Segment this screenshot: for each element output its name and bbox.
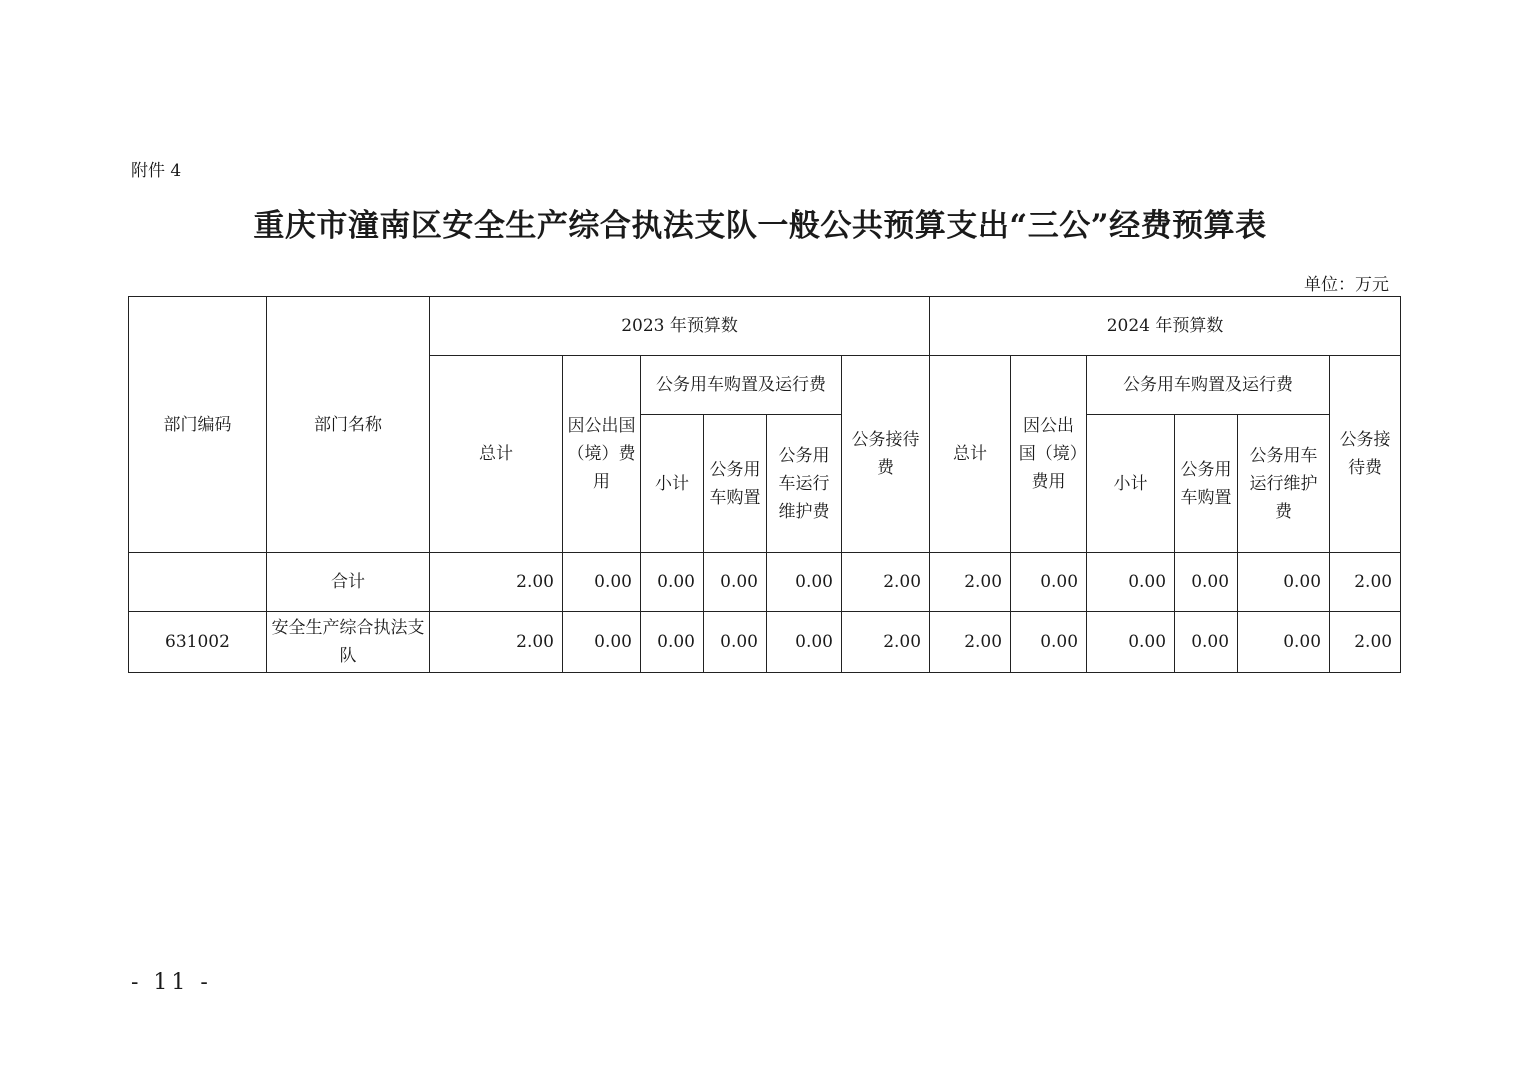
header-2024-abroad: 因公出国（境）费用	[1011, 356, 1087, 553]
row-name: 安全生产综合执法支队	[267, 612, 430, 673]
cell-2023-abroad: 0.00	[563, 612, 641, 673]
row-name: 合计	[267, 553, 430, 612]
cell-2024-subtotal: 0.00	[1087, 612, 1175, 673]
page-title: 重庆市潼南区安全生产综合执法支队一般公共预算支出“三公”经费预算表	[253, 208, 1267, 244]
header-2023-abroad: 因公出国（境）费用	[563, 356, 641, 553]
header-2024-reception: 公务接待费	[1330, 356, 1401, 553]
table-row-dept	[129, 612, 1401, 673]
cell-2023-vehicle-maintenance: 0.00	[767, 553, 842, 612]
cell-2023-vehicle-maintenance: 0.00	[767, 612, 842, 673]
header-2023-vehicle: 公务用车购置及运行费	[641, 356, 842, 415]
header-year-2024: 2024 年预算数	[930, 297, 1401, 356]
header-2023-subtotal: 小计	[641, 415, 704, 553]
header-2024-vehicle: 公务用车购置及运行费	[1087, 356, 1330, 415]
header-dept-name: 部门名称	[267, 297, 430, 553]
budget-table	[128, 296, 1401, 673]
cell-2023-vehicle-purchase: 0.00	[704, 612, 767, 673]
cell-2024-vehicle-maintenance: 0.00	[1238, 553, 1330, 612]
cell-2024-total: 2.00	[930, 553, 1011, 612]
cell-2023-vehicle-purchase: 0.00	[704, 553, 767, 612]
header-2023-reception: 公务接待费	[842, 356, 930, 553]
cell-2023-reception: 2.00	[842, 612, 930, 673]
header-2024-vehicle-purchase: 公务用车购置	[1175, 415, 1238, 553]
cell-2023-total: 2.00	[430, 612, 563, 673]
header-2023-total: 总计	[430, 356, 563, 553]
cell-2023-reception: 2.00	[842, 553, 930, 612]
cell-2024-vehicle-maintenance: 0.00	[1238, 612, 1330, 673]
page-number: - 11 -	[131, 970, 212, 995]
attachment-label: 附件 4	[131, 161, 182, 181]
cell-2024-reception: 2.00	[1330, 612, 1401, 673]
cell-2024-vehicle-purchase: 0.00	[1175, 553, 1238, 612]
row-code	[129, 553, 267, 612]
cell-2024-subtotal: 0.00	[1087, 553, 1175, 612]
cell-2024-vehicle-purchase: 0.00	[1175, 612, 1238, 673]
cell-2024-abroad: 0.00	[1011, 553, 1087, 612]
header-2024-vehicle-maintenance: 公务用车运行维护费	[1238, 415, 1330, 553]
cell-2023-subtotal: 0.00	[641, 612, 704, 673]
cell-2023-total: 2.00	[430, 553, 563, 612]
cell-2023-subtotal: 0.00	[641, 553, 704, 612]
table-row-total	[129, 553, 1401, 612]
cell-2024-abroad: 0.00	[1011, 612, 1087, 673]
unit-label: 单位：万元	[1304, 275, 1389, 295]
header-2024-subtotal: 小计	[1087, 415, 1175, 553]
cell-2024-total: 2.00	[930, 612, 1011, 673]
header-year-2023: 2023 年预算数	[430, 297, 930, 356]
header-2024-total: 总计	[930, 356, 1011, 553]
cell-2024-reception: 2.00	[1330, 553, 1401, 612]
header-2023-vehicle-purchase: 公务用车购置	[704, 415, 767, 553]
header-2023-vehicle-maintenance: 公务用车运行维护费	[767, 415, 842, 553]
cell-2023-abroad: 0.00	[563, 553, 641, 612]
header-dept-code: 部门编码	[129, 297, 267, 553]
row-code: 631002	[129, 612, 267, 673]
